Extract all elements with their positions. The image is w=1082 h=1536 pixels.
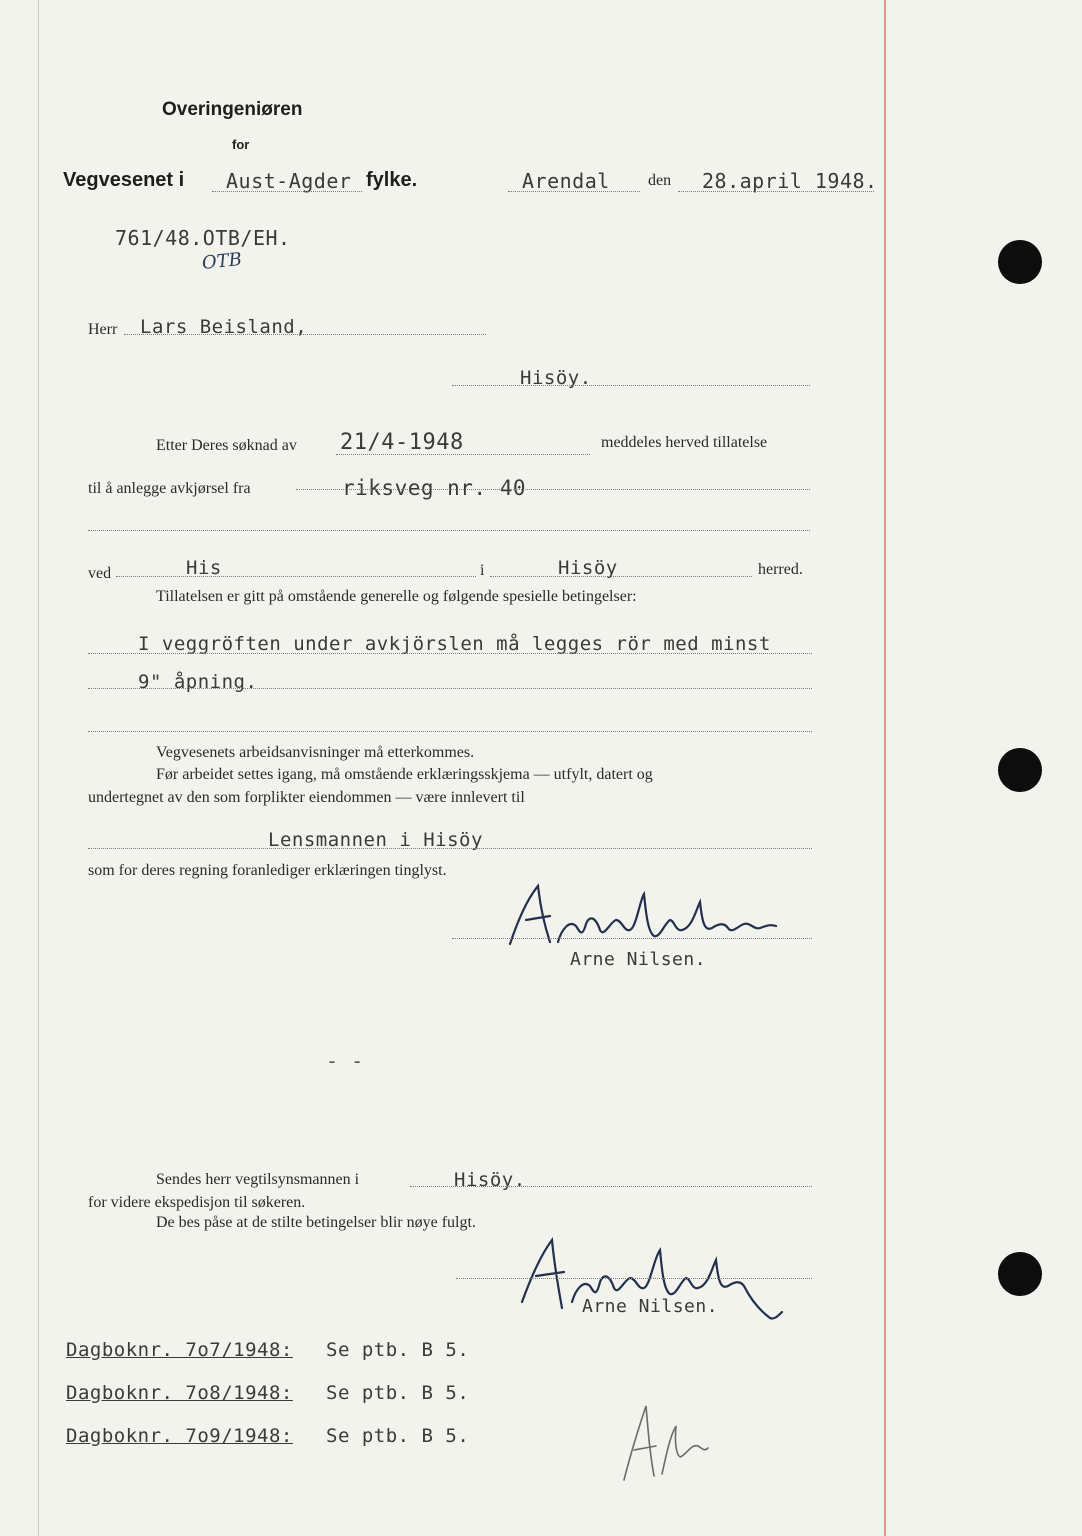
place-dotted-line (508, 191, 640, 192)
instructions-line: som for deres regning foranlediger erklæringen tinglyst. (88, 862, 447, 879)
application-date: 21/4-1948 (340, 430, 464, 455)
signature-2-dotted-line (456, 1278, 812, 1279)
dash-mark: - - (326, 1049, 364, 1073)
addressee-dotted-line (124, 334, 486, 335)
body-text: til å anlegge avkjørsel fra (88, 480, 251, 497)
conditions-intro: Tillatelsen er gitt på omstående generelle og følgende spesielle betingelser: (156, 588, 637, 605)
body-text: i (480, 562, 485, 579)
signature-2-name: Arne Nilsen. (582, 1296, 719, 1317)
place: Arendal (522, 169, 610, 193)
margin-line (884, 0, 886, 1536)
ved-dotted-line (116, 576, 476, 577)
signature-1-dotted-line (452, 938, 812, 939)
reference-handwritten-initials: OTB (201, 248, 243, 275)
forwarding-line: Sendes herr vegtilsynsmannen i (156, 1171, 360, 1188)
date: 28.april 1948. (702, 169, 878, 193)
journal-entry-text: Se ptb. B 5. (326, 1382, 470, 1404)
journal-entry-ref: Dagboknr. 7o8/1948: (66, 1382, 293, 1404)
body-text: meddeles herved tillatelse (601, 434, 768, 451)
punch-hole-icon (998, 748, 1042, 792)
body-text: Etter Deres søknad av (156, 437, 297, 454)
body-text: herred. (758, 561, 803, 578)
page-border (38, 0, 39, 1536)
county-dotted-line (212, 191, 362, 192)
road-dotted-line (296, 489, 810, 490)
recipient: Lensmannen i Hisöy (268, 829, 483, 851)
condition-dotted-line (88, 653, 812, 654)
signature-1-name: Arne Nilsen. (570, 949, 707, 970)
county-name: Aust-Agder (226, 169, 352, 193)
addressee-label: Herr (88, 321, 118, 338)
letterhead-fylke: fylke. (366, 169, 418, 191)
instructions-line: undertegnet av den som forplikter eiendommen — være innlevert til (88, 789, 525, 806)
reference-number: 761/48.OTB/EH. (115, 226, 291, 250)
recipient-dotted-line (88, 848, 812, 849)
pencil-initials-icon (616, 1396, 716, 1486)
application-date-dotted-line (336, 454, 590, 455)
date-dotted-line (678, 191, 874, 192)
journal-entry-text: Se ptb. B 5. (326, 1339, 470, 1361)
punch-hole-icon (998, 1252, 1042, 1296)
location-dotted-line (452, 385, 810, 386)
letterhead-title: Overingeniøren (162, 99, 303, 120)
forwarding-line: De bes påse at de stilte betingelser blir nøye fulgt. (156, 1214, 476, 1231)
forwarding-line: for videre ekspedisjon til søkeren. (88, 1194, 306, 1211)
journal-entry-ref: Dagboknr. 7o9/1948: (66, 1425, 293, 1447)
instructions-line: Før arbeidet settes igang, må omstående erklæringsskjema — utfylt, datert og (156, 766, 653, 783)
condition-line-1: I veggröften under avkjörslen må legges rör med minst (138, 633, 771, 655)
addressee-location: Hisöy. (520, 367, 592, 389)
municipality: Hisöy (558, 557, 618, 579)
letterhead-for: for (232, 137, 250, 152)
forwarding-place: Hisöy. (454, 1169, 526, 1191)
condition-line-2: 9" åpning. (138, 671, 258, 693)
municipality-dotted-line (490, 576, 752, 577)
letterhead-office: Vegvesenet i (63, 169, 185, 191)
body-text: ved (88, 565, 112, 582)
punch-hole-icon (998, 240, 1042, 284)
journal-entry-text: Se ptb. B 5. (326, 1425, 470, 1447)
place-ved: His (186, 557, 222, 579)
date-prefix: den (648, 172, 672, 189)
blank-dotted-line (88, 530, 810, 531)
condition-dotted-line (88, 731, 812, 732)
instructions-line: Vegvesenets arbeidsanvisninger må etterkommes. (156, 744, 475, 761)
signature-1-icon (504, 880, 794, 952)
forwarding-dotted-line (410, 1186, 812, 1187)
condition-dotted-line (88, 688, 812, 689)
addressee-name: Lars Beisland, (140, 316, 308, 338)
journal-entry-ref: Dagboknr. 7o7/1948: (66, 1339, 293, 1361)
road-name: riksveg nr. 40 (342, 476, 527, 500)
